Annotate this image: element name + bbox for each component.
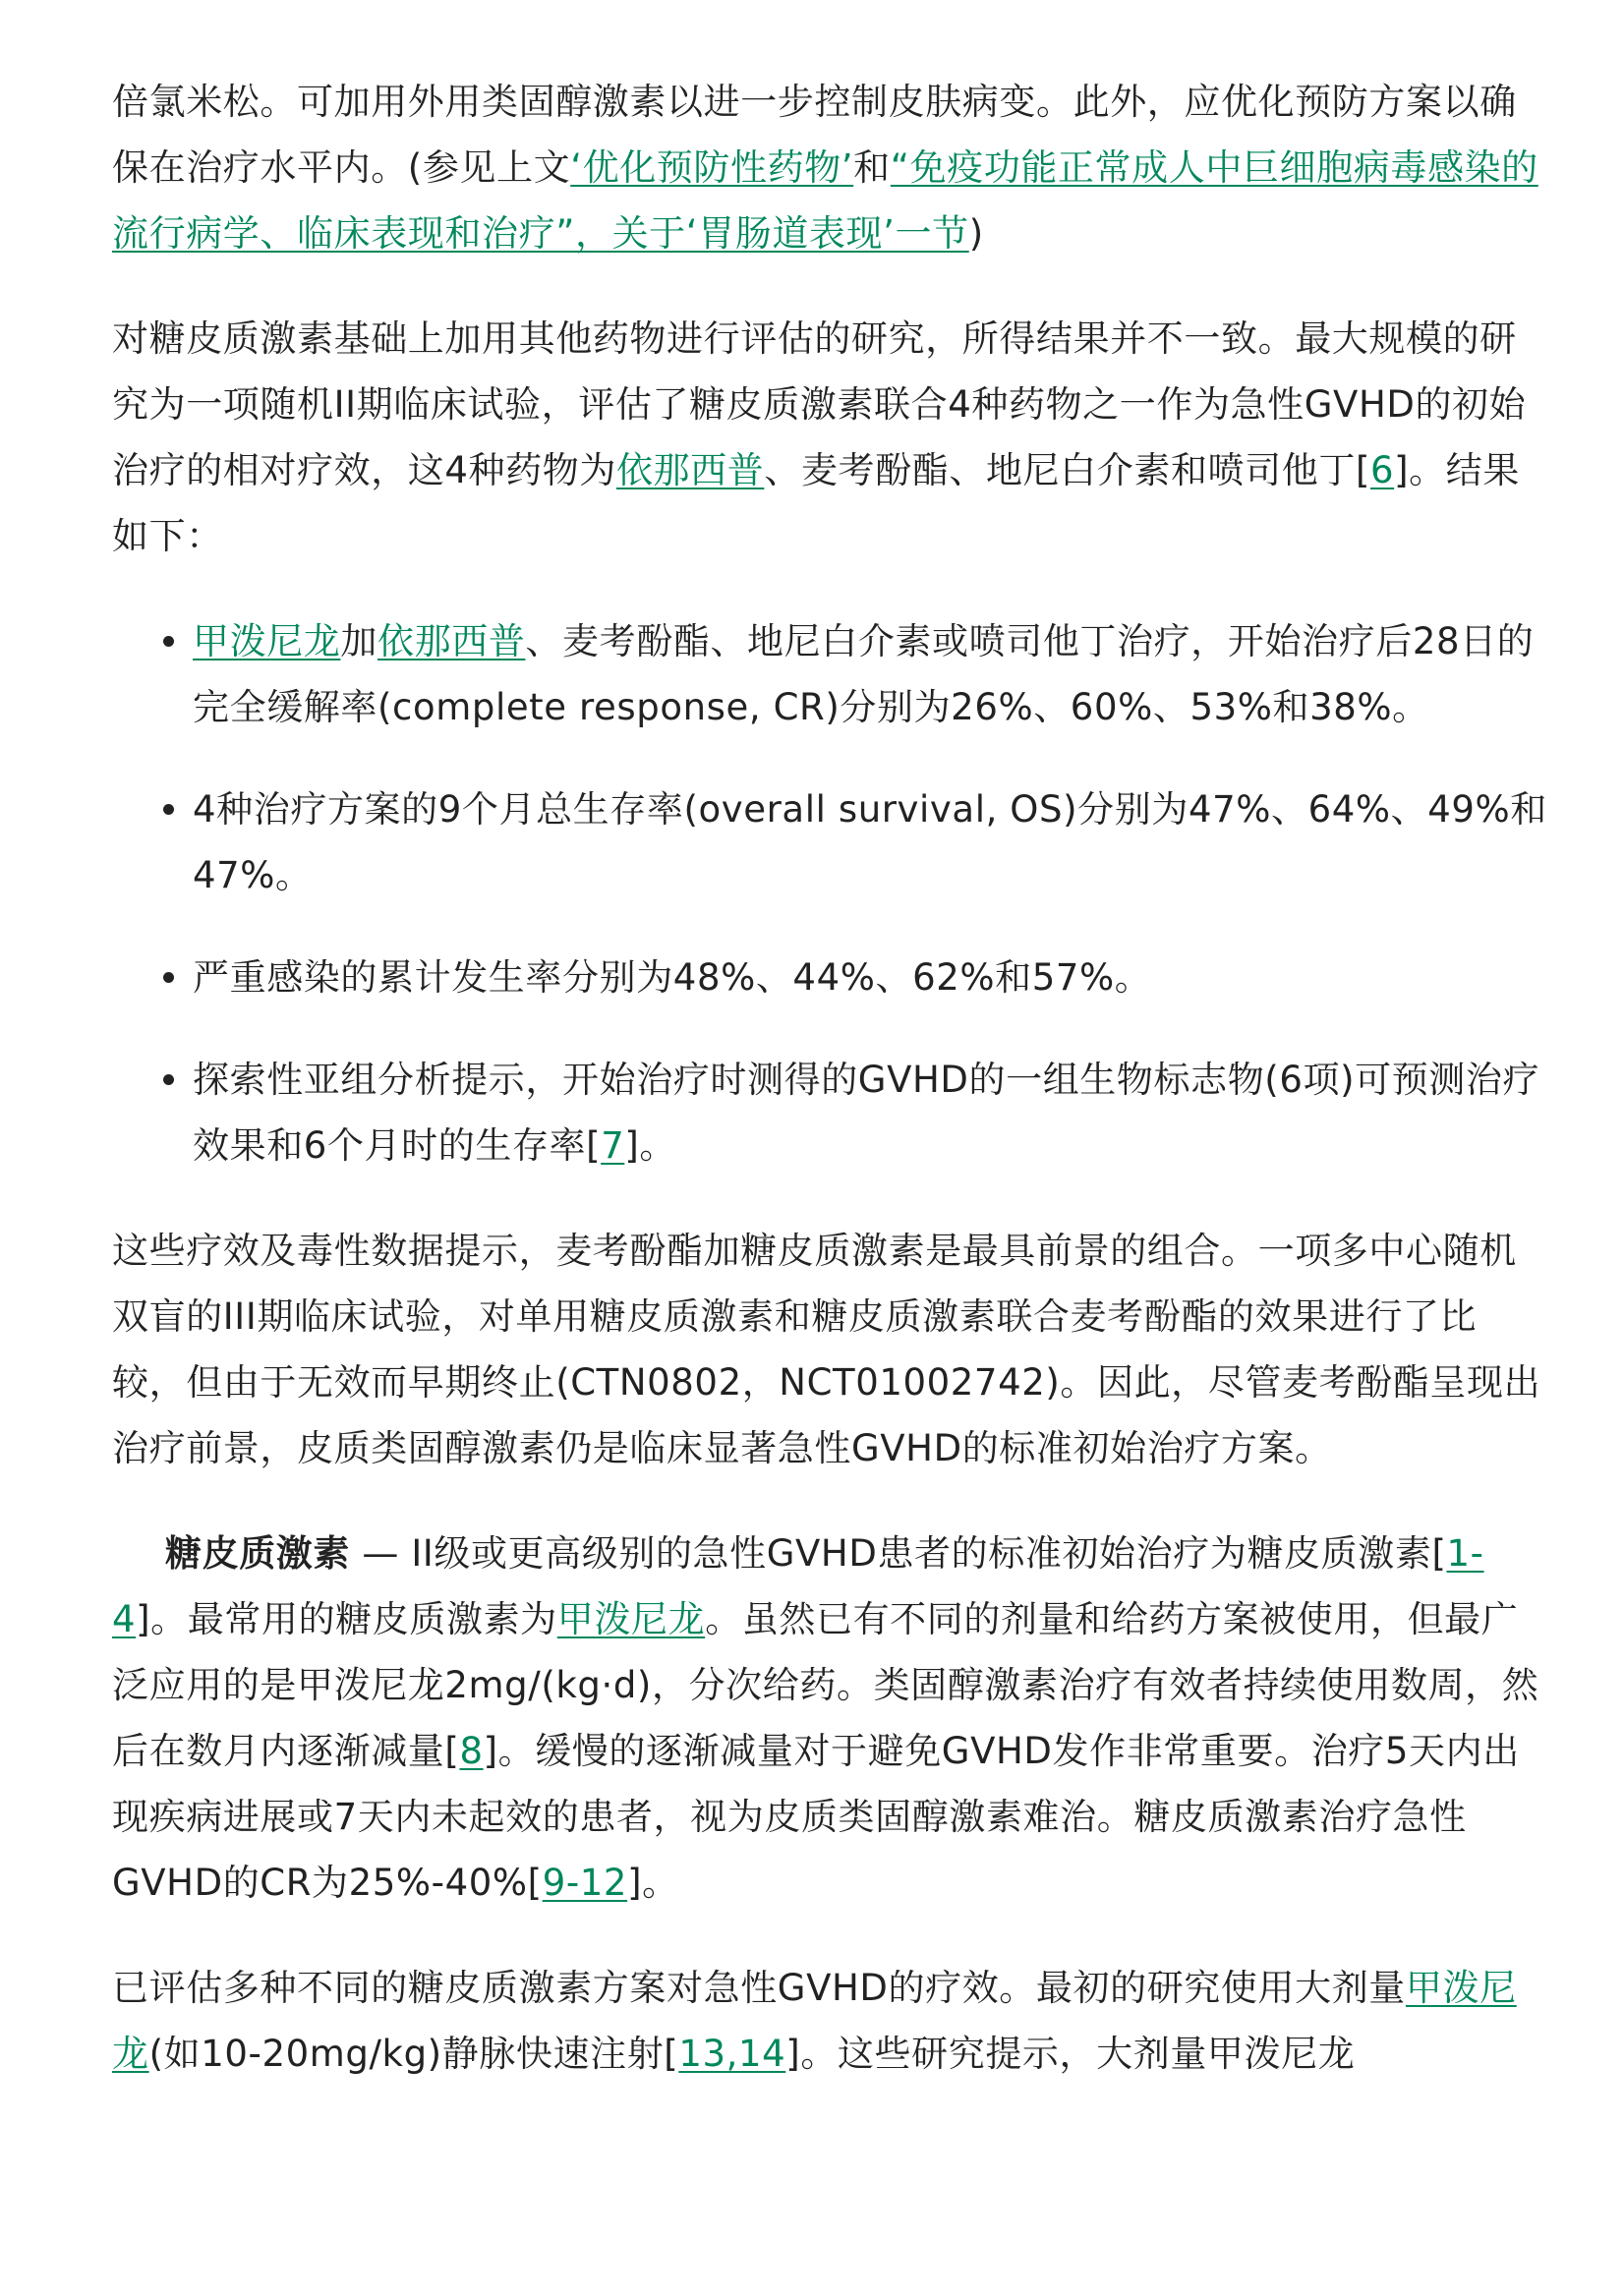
text: 。虽然已有不同的剂量和给药方案被使用，但最广泛应用的是甲泼尼龙2mg/(kg·d)，分次给药。类固醇激素治疗有效者持续使用数周，然后在数月内逐渐减量[ (112, 1598, 1539, 1772)
text: 严重感染的累计发生率分别为48%、44%、62%和57%。 (193, 956, 1152, 999)
list-item-cr-rates (193, 608, 1547, 740)
results-list (112, 608, 1547, 1178)
reference-link-6[interactable]: 6 (1370, 449, 1395, 491)
text: 、麦考酚酯、地尼白介素或喷司他丁治疗，开始治疗后28日的完全缓解率(complete response, CR)分别为26%、60%、53%和38%。 (193, 620, 1535, 728)
text: ]。 (624, 1124, 676, 1167)
reference-link-1-4[interactable]: 1-4 (112, 1532, 1484, 1640)
text: 加 (340, 620, 378, 662)
link-etanercept[interactable]: 依那西普 (377, 620, 526, 662)
link-methylprednisolone[interactable]: 甲泼尼龙 (112, 1967, 1517, 2075)
link-etanercept[interactable]: 依那西普 (615, 449, 765, 491)
paragraph-prophylaxis (112, 69, 1547, 266)
text: ]。这些研究提示，大剂量甲泼尼龙 (785, 2033, 1356, 2075)
text: 4种治疗方案的9个月总生存率(overall survival, OS)分别为47%、64%、49%和47%。 (193, 788, 1547, 896)
text: ) (968, 212, 984, 255)
paragraph-combination-studies (112, 306, 1547, 569)
text: 已评估多种不同的糖皮质激素方案对急性GVHD的疗效。最初的研究使用大剂量 (112, 1967, 1406, 2009)
paragraph-mmf-conclusion (112, 1218, 1547, 1481)
text: 和 (853, 146, 891, 189)
text: ]。缓慢的逐渐减量对于避免GVHD发作非常重要。治疗5天内出现疾病进展或7天内未起效的患者，视为皮质类固醇激素难治。糖皮质激素治疗急性GVHD的CR为25%-40%[ (112, 1730, 1520, 1904)
text: 倍氯米松。可加用外用类固醇激素以进一步控制皮肤病变。此外，应优化预防方案以确保在治疗水平内。(参见上文 (112, 81, 1517, 189)
section-heading: 糖皮质激素 (165, 1532, 350, 1575)
text: ]。结果如下： (112, 449, 1520, 557)
link-methylprednisolone[interactable]: 甲泼尼龙 (193, 620, 341, 662)
list-item-biomarkers (193, 1047, 1547, 1178)
paragraph-regimens (112, 1955, 1547, 2087)
text: 、麦考酚酯、地尼白介素和喷司他丁[ (764, 449, 1370, 491)
text: ]。最常用的糖皮质激素为 (136, 1598, 557, 1640)
text: 对糖皮质激素基础上加用其他药物进行评估的研究，所得结果并不一致。最大规模的研究为一项随机II期临床试验，评估了糖皮质激素联合4种药物之一作为急性GVHD的初始治疗的相对疗效，这4种药物为 (112, 317, 1527, 491)
text: — II级或更高级别的急性GVHD患者的标准初始治疗为糖皮质激素[ (350, 1532, 1447, 1575)
text: (如10-20mg/kg)静脉快速注射[ (148, 2033, 679, 2075)
article-body (112, 69, 1547, 2126)
link-cmv-gi-section[interactable]: “免疫功能正常成人中巨细胞病毒感染的流行病学、临床表现和治疗”，关于‘胃肠道表现’一节 (112, 146, 1538, 255)
list-item-overall-survival (193, 776, 1547, 908)
text: ]。 (627, 1862, 679, 1904)
paragraph-glucocorticoids (112, 1521, 1547, 1916)
reference-link-8[interactable]: 8 (459, 1730, 484, 1772)
reference-link-7[interactable]: 7 (601, 1124, 625, 1167)
link-optimize-prophylaxis[interactable]: ‘优化预防性药物’ (570, 146, 854, 189)
text: 探索性亚组分析提示，开始治疗时测得的GVHD的一组生物标志物(6项)可预测治疗效果和6个月时的生存率[ (193, 1059, 1540, 1167)
text: 这些疗效及毒性数据提示，麦考酚酯加糖皮质激素是最具前景的组合。一项多中心随机双盲的III期临床试验，对单用糖皮质激素和糖皮质激素联合麦考酚酯的效果进行了比较，但由于无效而早期终止(CTN0802，NCT01002742)。因此，尽管麦考酚酯呈现出治疗前景，皮质类固醇激素仍是临床显著急性GVHD的标准初始治疗方案。 (112, 1230, 1541, 1469)
link-methylprednisolone[interactable]: 甲泼尼龙 (556, 1598, 706, 1640)
reference-link-9-12[interactable]: 9-12 (542, 1862, 628, 1904)
reference-link-13-14[interactable]: 13,14 (678, 2033, 786, 2075)
list-item-infection-rates (193, 945, 1547, 1010)
